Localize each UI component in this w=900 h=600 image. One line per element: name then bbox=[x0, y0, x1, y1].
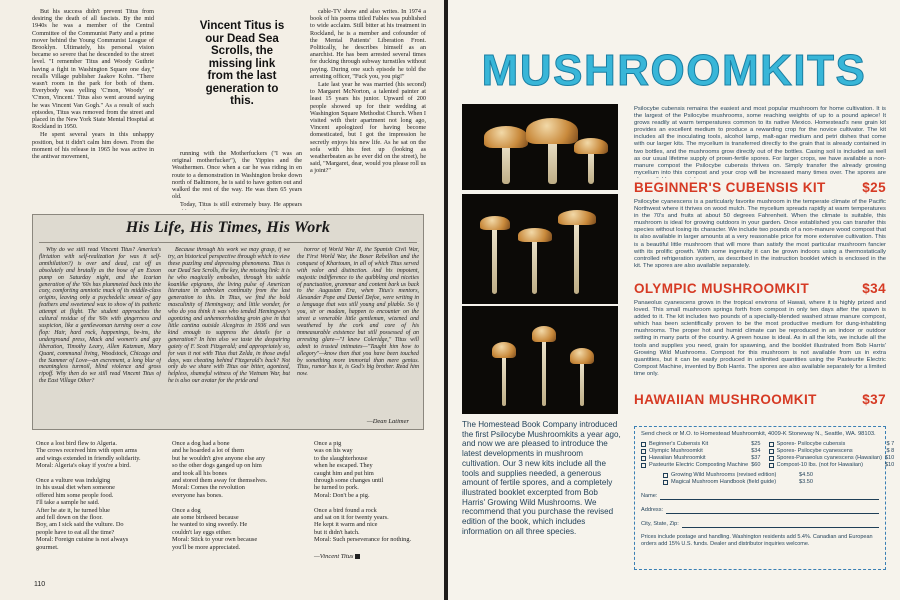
feature-paragraph: horror of World War II, the Spanish Civil War, the First World War, the Boxer Rebellion and the conquest of Khartoum, in all of which Titus served with valor and distinction. And his impotent, majestic indifference to the quibbling and niceties of punctuation, grammar and content bark us back to the Augustan Era, when Titus's mentors, Alexander Pope and Daniel Defoe, were writing in a language that was still young and pliable. So if you, sir or madam, happen to encounter on the street a venerable little gentleman, wizened and weathered by the cork and core of his immeasurable existence but still possessed of an arresting glare—"I knew Coleridge," Titus will admit to trusted intimates—"Taught him how to allegory"—know then that you have been touched by something more immortal than mere genius. Titus, rumor has it, is God's big brother. Read him now. bbox=[297, 247, 419, 378]
order-item-price: $3.50 bbox=[799, 479, 813, 485]
poem-line: Moral: Comes the revolution bbox=[172, 484, 245, 492]
poem-line: and sat on it for twenty years. bbox=[314, 514, 389, 522]
checkbox-icon[interactable] bbox=[769, 456, 774, 461]
checkbox-icon[interactable] bbox=[641, 442, 646, 447]
poem-line: and wings extended in friendly solidarity. bbox=[36, 454, 141, 462]
poem-line: but he wouldn't give anyone else any bbox=[172, 454, 266, 462]
poem-line: Moral: Don't be a pig. bbox=[314, 491, 370, 499]
article-paragraph: But his success didn't prevent Titus from desiring the death of all fascists. By the mid 1940s he was a member of the Central Committee of the Communist Party and a prime mover behind the Young Communist League of Brooklyn. Ultimately, his personal vision became so severe that he descended to the street level. "I remember Titus and Woody Guthrie having a fight in Washington Square one day," recalls Village publisher Jaakov Kohn. "There wasn't room in the park for both of them. Everybody was yelling 'C'mon, Woody' or 'C'mon, Vincent.' Titus also went around saying he was Vincent Van Gogh." As a result of such episodes, Titus was removed from the street and placed in the New York State Mental Hospital at Rockland in 1950. bbox=[32, 8, 154, 131]
poem-line: I'll take a sample he said. bbox=[36, 499, 100, 507]
kit-name: BEGINNER'S CUBENSIS KIT bbox=[634, 180, 826, 195]
poem-line: and fell down on the floor. bbox=[36, 514, 103, 522]
order-form bbox=[634, 426, 895, 570]
order-item[interactable] bbox=[641, 448, 761, 455]
kit-price: $25 bbox=[862, 180, 886, 195]
order-item[interactable] bbox=[663, 472, 813, 479]
order-item-price: $25 bbox=[751, 441, 761, 447]
poem-line: Boy, am I sick said the vulture. Do bbox=[36, 521, 124, 529]
poem-line: Once a lost bird flew to Algeria. bbox=[36, 440, 117, 447]
feature-paragraph: Why do we still read Vincent Titus? America's flirtation with self-realization for was it self-annihilation?) is over and dead, cut off as absolutely and brutally as the hose of an Exxon pump on Saturday night, and the Icarian generation of the '60s has plummeted back into the cozy, comforting amniotic muck of its middle-class origins, leaving only a psychedelic smear of gay feathers and sweetened wax to show of its pathetic attempt at flight. The student approaches the cultural residue of the '60s with gingerness and suspicion, like a gentlewoman turning over a cow flop: Hair, hard rock, happenings, be-ins, the underground press, Mack and women's and gay liberation, Timothy Leary, Allen Katzman, Mary Quant, communal living, Woodstock, Chicago and the Summer of Love—an excrement, a long blur of meaningless turmoil, blind violence and gross ripoff. Why then do we still read Vincent Titus of the East Village Other? bbox=[39, 247, 161, 385]
poem-signoff bbox=[314, 553, 360, 560]
poem-line: Moral: Stick to your own because bbox=[172, 536, 258, 544]
kit-heading-olympic bbox=[634, 281, 886, 296]
name-label: Name: bbox=[641, 493, 658, 499]
order-item-label: Spores- Psilocybe cubensis bbox=[776, 441, 846, 447]
poem-line: everyone has bones. bbox=[172, 491, 223, 499]
order-item-price: $4.50 bbox=[799, 472, 813, 478]
article-paragraph: running with the Motherfuckers ("I was an original motherfucker"), the Yippies and the Weathermen. Once when a car he was riding in en route to a demonstration in Washington broke down north of Baltimore, he is said to have gotten out and walked the rest of the way. He was then 65 years old. bbox=[172, 150, 302, 201]
poem-line: Once a dog bbox=[172, 506, 201, 514]
order-send-line: Send check or M.O. to Homestead Mushroomkit, 4009-K Stoneway N., Seattle, WA. 98103. bbox=[641, 431, 876, 437]
city-field[interactable] bbox=[641, 520, 879, 528]
poem-line: he wanted to sing sweetly. He bbox=[172, 521, 248, 529]
order-item[interactable] bbox=[769, 462, 895, 469]
checkbox-icon[interactable] bbox=[663, 473, 668, 478]
poem-line: and he hoarded a lot of them bbox=[172, 447, 245, 455]
order-item[interactable] bbox=[641, 455, 761, 462]
checkbox-icon[interactable] bbox=[641, 463, 646, 468]
pull-quote: Vincent Titus is our Dead Sea Scrolls, the missing link from the last generation to this. bbox=[199, 20, 285, 107]
address-line[interactable] bbox=[666, 508, 879, 514]
order-item-label: Spores- Psilocybe cyanescens bbox=[776, 448, 853, 454]
city-line[interactable] bbox=[682, 522, 879, 528]
order-item-label: Pasteurite Electric Composting Machine bbox=[649, 462, 749, 468]
order-item[interactable] bbox=[769, 455, 895, 462]
kit-heading-hawaiian bbox=[634, 392, 886, 407]
order-item[interactable] bbox=[663, 479, 813, 486]
poem-line: to the slaughterhouse bbox=[314, 454, 368, 462]
poem-line: but it didn't hatch. bbox=[314, 528, 360, 536]
order-item-price: $34 bbox=[751, 448, 761, 454]
article-column-one bbox=[32, 8, 154, 208]
order-item[interactable] bbox=[641, 441, 761, 448]
order-items-left bbox=[641, 441, 761, 469]
name-field[interactable] bbox=[641, 492, 879, 500]
signoff-text: —Vincent Titus bbox=[314, 553, 354, 560]
poem-line: He kept it warm and nice bbox=[314, 521, 378, 529]
feature-column-two bbox=[168, 247, 290, 423]
poem-line bbox=[36, 470, 164, 477]
order-fineprint: Prices include postage and handling. Washington residents add 5.4%. Canadian and European orders add 15% U.S. funds. Dealer and distributor inquiries welcome. bbox=[641, 534, 873, 547]
poem-line: he turned to pork. bbox=[314, 484, 359, 492]
poem-column-two bbox=[172, 440, 306, 552]
right-page bbox=[448, 0, 900, 600]
checkbox-icon[interactable] bbox=[769, 442, 774, 447]
order-item-price: $37 bbox=[751, 455, 761, 461]
checkbox-icon[interactable] bbox=[769, 449, 774, 454]
poem-column-one bbox=[36, 440, 164, 552]
page-number: 110 bbox=[34, 581, 46, 588]
name-line[interactable] bbox=[660, 494, 879, 500]
poem-line bbox=[314, 499, 430, 506]
city-label: City, State, Zip: bbox=[641, 521, 679, 527]
order-item-price: $10 bbox=[884, 462, 895, 468]
poem-line: couldn't lay eggs either. bbox=[172, 528, 232, 536]
poem-line: you'll be more appreciated. bbox=[172, 543, 241, 551]
order-item-price: $ 8 bbox=[886, 448, 895, 454]
poem-line: Once a pig bbox=[314, 440, 342, 447]
kit-price: $37 bbox=[862, 392, 886, 407]
feature-paragraph: Because through his work we may grasp, if we try, an historical perspective through which to view these puzzling and depressing phenomena. Titus is our Dead Sea Scrolls, the key, the missing link: it is he who magically embodies, through his subtle koanlike epigrams, the living pulse of American literature in unbroken continuity from the last generation to this. In Titus, we find the bold masculinity of Hemingway; and little wonder, for who do you think it was who tended Hemingway's agonizing and unhemorrhoiding groin give in that little cantina outside Alcegiras in 1936 and was kind enough to suppress the details for a generation? In him also we taste the despairing gaiety of F. Scott Fitzgerald; and appropriately so, for was it not with Titus that Zelda, in those awful days, was cheating behind Fitzgerald's back? Not only do we share with Titus our bitter, agonized, helpless, shameful witness of the Vietnam War, but he is also our avatar for the pride and bbox=[168, 247, 290, 385]
end-mark-icon bbox=[355, 554, 360, 559]
poem-line: in his usual diet when someone bbox=[36, 484, 115, 492]
kit-name: OLYMPIC MUSHROOMKIT bbox=[634, 281, 810, 296]
feature-column-three bbox=[297, 247, 419, 413]
poem-line: caught him and put him bbox=[314, 469, 374, 477]
company-intro: The Homestead Book Company introduced the first Psilocybe Mushroomkits a year ago, and now we are pleased to introduce the latest developments in mushroom cultivation. Our 3 new kits include all the tools and supplies needed, a generous amount of fertile spores, and a completely illustrated booklet excerpted from Bob Harris' Growing Wild Mushrooms. We recommend that you purchase the revised edition of the book, which includes information on all three species. bbox=[462, 420, 621, 536]
order-item[interactable] bbox=[641, 462, 761, 469]
order-books bbox=[663, 472, 813, 486]
article-column-three bbox=[310, 8, 426, 210]
order-item-label: Growing Wild Mushrooms (revised edition) bbox=[671, 472, 777, 478]
article-paragraph: cable-TV show and also writes. In 1974 a book of his poems titled Fables was published to wide acclaim. Still bitter at his treatment in Rockland, he is a member and cofounder of the Mental Patients' Liberation Front. Politically, he describes himself as an anarchist. He has been arrested several times for ducking through subway turnstiles without paying. During one such episode he told the arresting officer, "Fuck you, you pig!" bbox=[310, 8, 426, 80]
order-item-label: Spores-Panaeolus cyanescens (Hawaiian) bbox=[776, 455, 882, 461]
mushroom-photo-cubensis bbox=[462, 104, 618, 190]
article-paragraph: Late last year he was married (his second) to Margaret McNorton, a talented painter at least 15 years his junior. Upward of 200 people showed up for their wedding at Washington Square Methodist Church. When I visited with their apartment not long ago, Vincent apologized for having become domesticated, but I got the impression he secretly enjoys his new life. As he sat on the sofa with his feet up (looking as weatherbeaten as he ever did on the street), he said, "Margaret, dear, would you please roll us a joint?" bbox=[310, 81, 426, 175]
order-item-label: Compost-10 lbs. (not for Hawaiian) bbox=[776, 462, 863, 468]
order-item-label: Hawaiian Mushroomkit bbox=[649, 455, 706, 461]
checkbox-icon[interactable] bbox=[663, 480, 668, 485]
kit-heading-beginners bbox=[634, 180, 886, 195]
poem-line: and stored them away for themselves. bbox=[172, 477, 268, 485]
poem-line: and took all his bones bbox=[172, 469, 227, 477]
feature-byline: —Dean Latimer bbox=[366, 418, 409, 425]
mushroom-photo-cyanescens bbox=[462, 194, 618, 304]
feature-title-rule bbox=[39, 242, 417, 243]
poem-line: when he escaped. They bbox=[314, 462, 373, 470]
order-item[interactable] bbox=[769, 441, 895, 448]
checkbox-icon[interactable] bbox=[641, 449, 646, 454]
olympic-kit-description: Panaeolus cyanescens grows in the tropical environs of Hawaii, where it is highly prized and loved. This small mushroom springs forth from compost in only ten days after the spawn is added to it. The kit includes two pounds of a specially-blended washed straw manure compost, which has been scientifically proven to be the most productive medium for dung-inhabiting mushrooms. The proper hot and humid climate can be reproduced in an indoor or outdoor setting in many parts of the country. A green house is ideal. As in all the kits, we include all the tools and supplies you need, grain for spawning, and the booklet illustrated from Bob Harris' Growing Wild Mushrooms. Compost for this mushroom is not available from us in extra quantities, but it can be easily produced in unlimited quantities using the Pasteurite Electric Compost Machine, invented by Bob Harris. The spores are also available separately for a limited time only. bbox=[634, 300, 886, 377]
poem-line: so the other dogs ganged up on him bbox=[172, 462, 262, 470]
poem-column-three bbox=[314, 440, 430, 550]
poem-line: offered him some people food. bbox=[36, 491, 114, 499]
poem-line: Once a dog had a bone bbox=[172, 440, 230, 447]
poem-line: gourmet. bbox=[36, 543, 59, 551]
order-item-price: $60 bbox=[751, 462, 761, 468]
poem-line: people have to eat all the time? bbox=[36, 528, 115, 536]
poem-line: through some changes until bbox=[314, 477, 384, 485]
poem-line: Moral: Foreign cuisine is not always bbox=[36, 536, 129, 544]
article-column-two bbox=[172, 150, 302, 210]
order-item-label: Magical Mushroom Handbook (field guide) bbox=[671, 479, 777, 485]
checkbox-icon[interactable] bbox=[641, 456, 646, 461]
order-item-price: $10 bbox=[884, 455, 895, 461]
poem-line: Once a bird found a rock bbox=[314, 506, 377, 514]
feature-column-one bbox=[39, 247, 161, 423]
headline: MUSHROOMKITS bbox=[481, 46, 867, 95]
feature-title: His Life, His Times, His Work bbox=[125, 219, 331, 236]
kit-price: $34 bbox=[862, 281, 886, 296]
order-item[interactable] bbox=[769, 448, 895, 455]
order-item-price: $ 7 bbox=[886, 441, 895, 447]
poem-line bbox=[172, 499, 306, 506]
kit-name: HAWAIIAN MUSHROOMKIT bbox=[634, 392, 817, 407]
article-paragraph: He spent several years in this unhappy position, but it didn't calm him down. From the moment of his release in 1965 he was active in the antiwar movement, bbox=[32, 131, 154, 161]
order-item-label: Beginner's Cubensis Kit bbox=[649, 441, 709, 447]
order-items bbox=[641, 441, 895, 469]
address-field[interactable] bbox=[641, 506, 879, 514]
feature-box bbox=[32, 214, 424, 430]
poem-line: The crows received him with open arms bbox=[36, 447, 138, 455]
mushroom-photo-panaeolus bbox=[462, 306, 618, 414]
beginners-kit-description: Psilocybe cyanescens is a particularly favorite mushroom in the temperate climate of the Pacific Northwest where it thrives on wood mulch. The mycelium spreads rapidly at warm temperatures in the 70's and fruits at about 50 degrees Fahrenheit. When the climate is suitable, this mushroom is ideal for growing outdoors in your garden. Once established you can transfer this species without losing its character. We include two pounds of a non-manure wood compost that is also available in larger amounts at a very reasonable price for more extensive cultivation. This is a beautiful little mushroom that will more than satisfy the most particular mushroom fancier with its prolific growth. With some ingenuity it can be grown indoors using a thermostatically controlled refrigeration system, as described in the instruction booklet which is enclosed in the kit. The spores are also available separately. bbox=[634, 199, 886, 269]
address-label: Address: bbox=[641, 507, 664, 513]
order-items-right bbox=[769, 441, 895, 469]
cubensis-description: Psilocybe cubensis remains the easiest and most popular mushroom for home cultivation. It is the largest of the Psilocybe mushrooms, some reaching weights of up to a pound apiece! It grows readily at warm temperatures common to its native Mexico. Homestead's new grain kit provides an excellent medium to produce a rewarding crop for the novice cultivator. The kit includes all the inoculating tools, alcohol lamp, malt-agar medium and petri dishes that come with our larger kits. The mycelium is transferred directly to the grain that is already contained in two bottles, and the mushrooms grow directly out of the bottles. Casing soil is included as well as our usual lifetime supply of prown-fertile spores. For larger crops, we have available a non-manure compost the Psilocybe cubensis thrives on. Simply transfer the already growing mycelium into this compost and your crop will be increased many times over. The spores are bbox=[634, 106, 886, 176]
poem-line: After he ate it, he turned blue bbox=[36, 506, 110, 514]
left-page bbox=[0, 0, 444, 600]
order-item-label: Olympic Mushroomkit bbox=[649, 448, 703, 454]
checkbox-icon[interactable] bbox=[769, 463, 774, 468]
poem-line: Once a vulture was indulging bbox=[36, 477, 111, 485]
poem-line: Moral: Algeria's okay if you're a bird. bbox=[36, 462, 131, 470]
article-paragraph: Today, Titus is still extremely busy. He appears bbox=[180, 201, 302, 209]
poem-line: Moral: Such perseverance for nothing. bbox=[314, 536, 412, 544]
poem-line: was on his way bbox=[314, 447, 353, 455]
poem-line: ate some birdseed because bbox=[172, 514, 239, 522]
